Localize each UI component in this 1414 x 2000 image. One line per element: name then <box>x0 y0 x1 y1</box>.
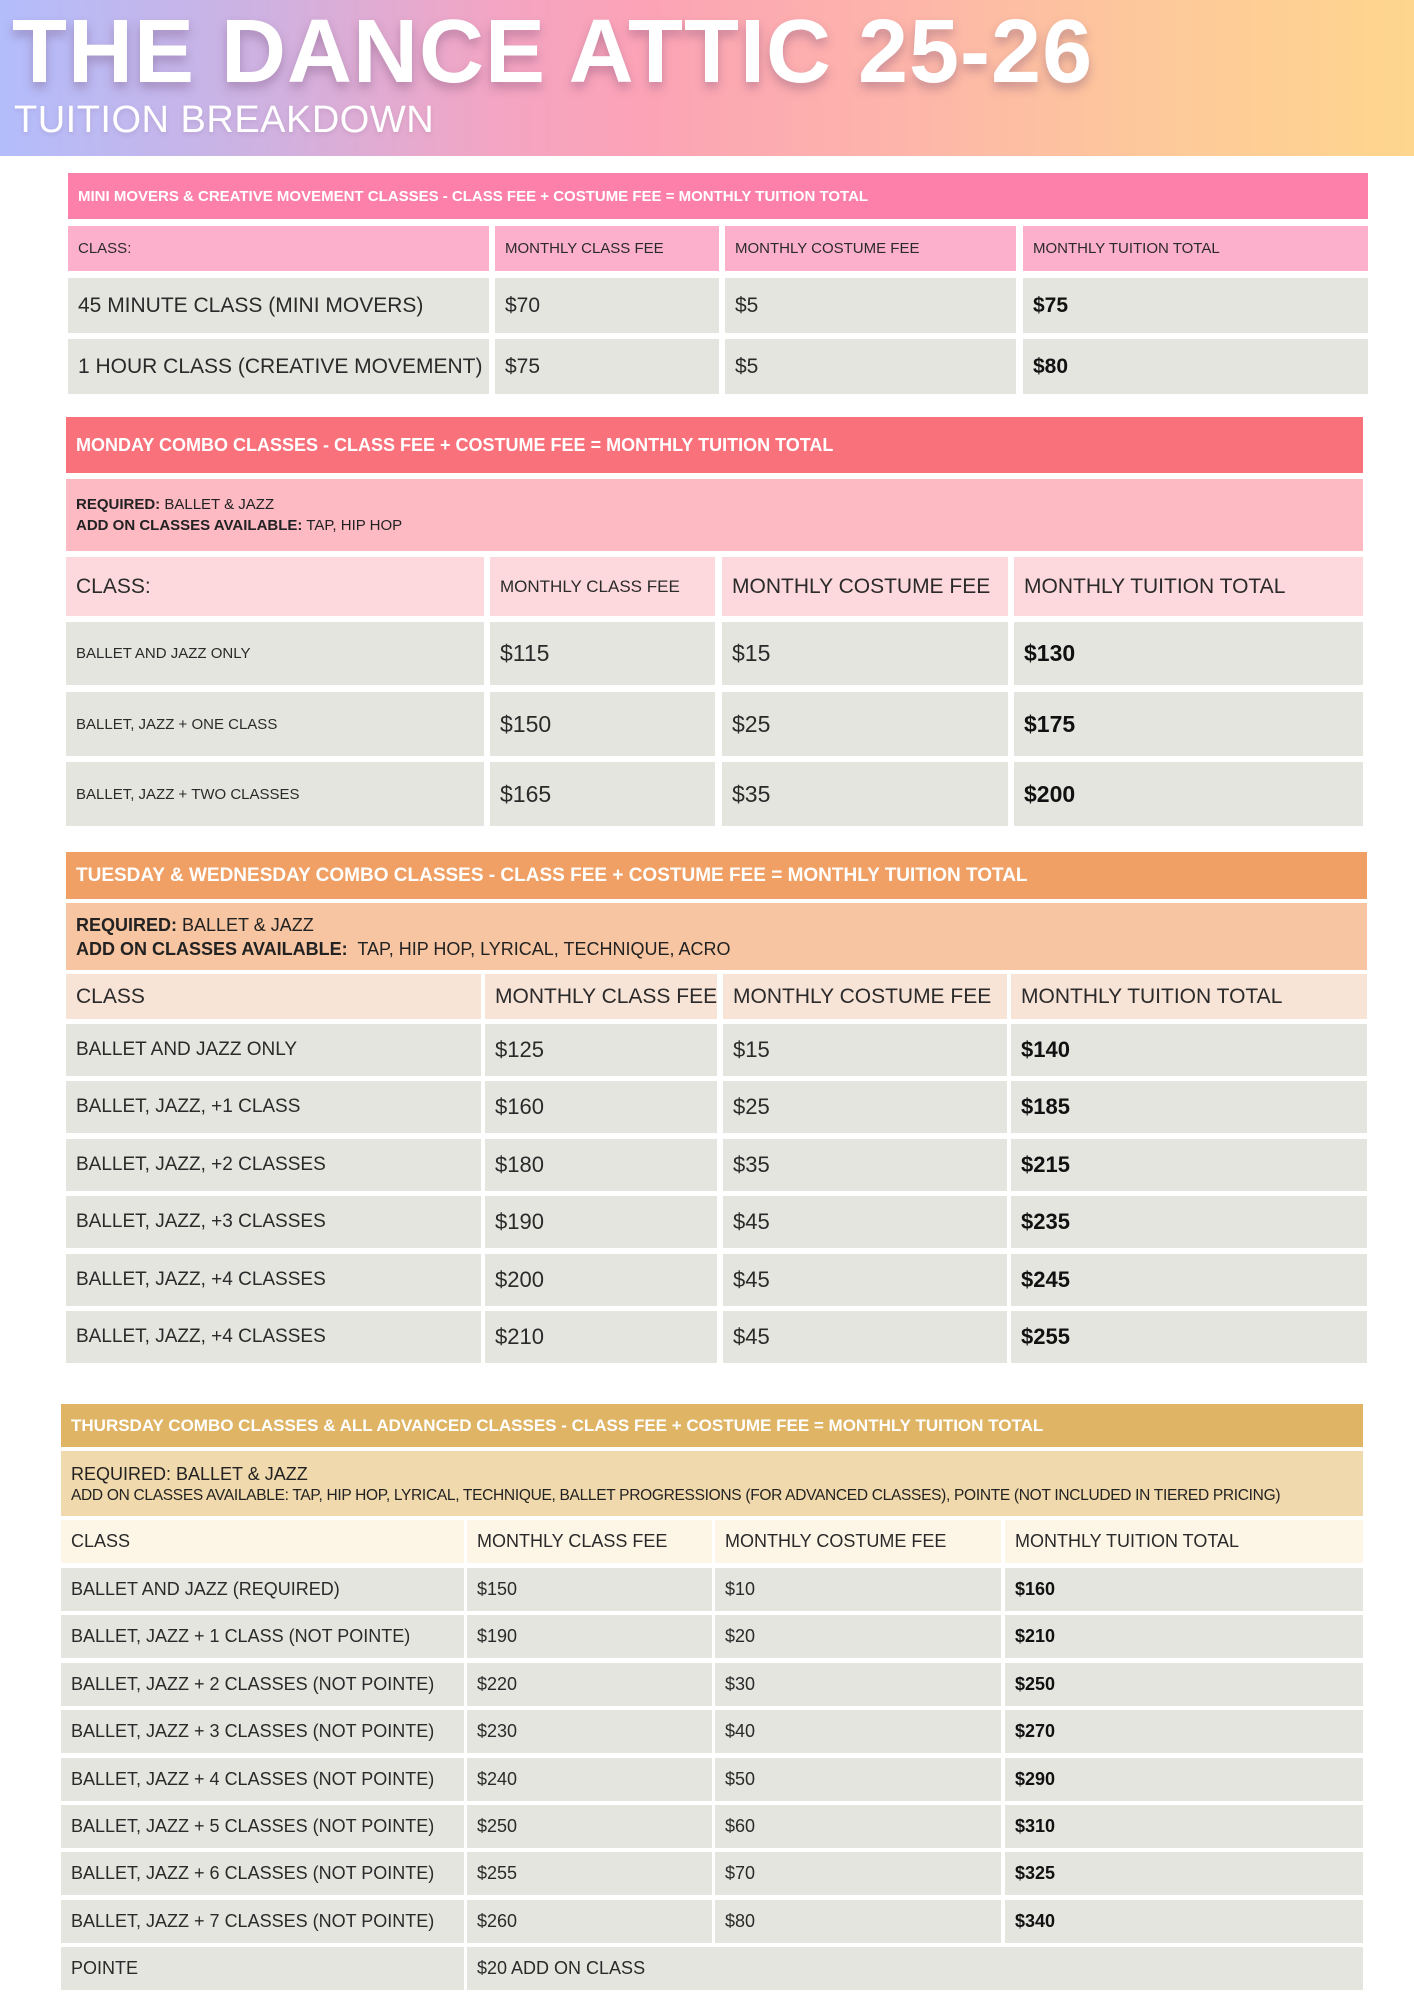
required-label: REQUIRED: <box>76 496 161 513</box>
pointe-fee-cell: $20 ADD ON CLASS <box>467 1947 1363 1990</box>
tuition-total-cell: $290 <box>1005 1758 1363 1801</box>
required-line <box>76 913 314 937</box>
tuition-total-cell: $75 <box>1023 278 1368 333</box>
banner-text: TUESDAY & WEDNESDAY COMBO CLASSES - CLASS FEE + COSTUME FEE = MONTHLY TUITION TOTAL <box>76 864 1028 886</box>
title-banner <box>0 0 1414 156</box>
required-label: REQUIRED: <box>76 914 178 935</box>
column-header: MONTHLY CLASS FEE <box>490 557 715 616</box>
class-fee-cell: $260 <box>467 1900 712 1943</box>
column-header: CLASS <box>66 974 481 1019</box>
column-header: MONTHLY COSTUME FEE <box>722 557 1008 616</box>
column-header: CLASS: <box>68 226 489 271</box>
costume-fee-cell: $40 <box>715 1710 1001 1753</box>
class-name-cell: BALLET, JAZZ + 3 CLASSES (NOT POINTE) <box>61 1710 464 1753</box>
tuition-total-cell: $80 <box>1023 339 1368 394</box>
class-fee-cell: $200 <box>485 1254 717 1306</box>
addon-value: TAP, HIP HOP <box>302 517 403 534</box>
column-header: MONTHLY COSTUME FEE <box>723 974 1007 1019</box>
column-header: MONTHLY CLASS FEE <box>467 1520 712 1563</box>
costume-fee-cell: $45 <box>723 1311 1007 1363</box>
column-header: MONTHLY COSTUME FEE <box>725 226 1016 271</box>
class-name-cell: BALLET, JAZZ, +3 CLASSES <box>66 1196 481 1248</box>
class-fee-cell: $250 <box>467 1805 712 1848</box>
table-banner <box>68 173 1368 219</box>
requirements-box <box>61 1451 1363 1516</box>
tuition-total-cell: $175 <box>1014 692 1363 756</box>
costume-fee-cell: $35 <box>722 762 1008 826</box>
class-name-cell: BALLET, JAZZ + 1 CLASS (NOT POINTE) <box>61 1615 464 1658</box>
banner-text: MONDAY COMBO CLASSES - CLASS FEE + COSTUME FEE = MONTHLY TUITION TOTAL <box>76 434 834 455</box>
class-name-cell: BALLET, JAZZ, +4 CLASSES <box>66 1311 481 1363</box>
costume-fee-cell: $60 <box>715 1805 1001 1848</box>
class-fee-cell: $230 <box>467 1710 712 1753</box>
required-value: BALLET & JAZZ <box>160 496 275 513</box>
addon-line <box>76 937 730 961</box>
addon-label: ADD ON CLASSES AVAILABLE: <box>76 938 348 959</box>
tuition-total-cell: $270 <box>1005 1710 1363 1753</box>
column-header: MONTHLY CLASS FEE <box>495 226 719 271</box>
class-name-cell: BALLET, JAZZ + 5 CLASSES (NOT POINTE) <box>61 1805 464 1848</box>
class-name-cell: BALLET, JAZZ, +4 CLASSES <box>66 1254 481 1306</box>
class-fee-cell: $150 <box>490 692 715 756</box>
class-name-cell: BALLET, JAZZ + 6 CLASSES (NOT POINTE) <box>61 1852 464 1895</box>
addon-line <box>76 515 402 536</box>
required-line: REQUIRED: BALLET & JAZZ <box>71 1463 308 1484</box>
class-fee-cell: $255 <box>467 1852 712 1895</box>
class-fee-cell: $180 <box>485 1139 717 1191</box>
costume-fee-cell: $45 <box>723 1196 1007 1248</box>
class-name-cell: 1 HOUR CLASS (CREATIVE MOVEMENT) <box>68 339 489 394</box>
class-fee-cell: $150 <box>467 1568 712 1611</box>
column-header: MONTHLY CLASS FEE <box>485 974 717 1019</box>
costume-fee-cell: $45 <box>723 1254 1007 1306</box>
table-banner <box>66 852 1367 899</box>
costume-fee-cell: $15 <box>723 1024 1007 1076</box>
costume-fee-cell: $5 <box>725 278 1016 333</box>
class-name-cell: BALLET, JAZZ + ONE CLASS <box>66 692 484 756</box>
tuition-total-cell: $235 <box>1011 1196 1367 1248</box>
class-fee-cell: $125 <box>485 1024 717 1076</box>
class-fee-cell: $75 <box>495 339 719 394</box>
tuition-total-cell: $140 <box>1011 1024 1367 1076</box>
costume-fee-cell: $10 <box>715 1568 1001 1611</box>
costume-fee-cell: $15 <box>722 622 1008 685</box>
class-fee-cell: $190 <box>467 1615 712 1658</box>
class-name-cell: BALLET, JAZZ, +2 CLASSES <box>66 1139 481 1191</box>
column-header: MONTHLY TUITION TOTAL <box>1011 974 1367 1019</box>
tuition-total-cell: $160 <box>1005 1568 1363 1611</box>
class-name-cell: BALLET, JAZZ + 7 CLASSES (NOT POINTE) <box>61 1900 464 1943</box>
column-header: MONTHLY COSTUME FEE <box>715 1520 1001 1563</box>
costume-fee-cell: $35 <box>723 1139 1007 1191</box>
costume-fee-cell: $30 <box>715 1663 1001 1706</box>
column-header: MONTHLY TUITION TOTAL <box>1005 1520 1363 1563</box>
costume-fee-cell: $5 <box>725 339 1016 394</box>
class-fee-cell: $70 <box>495 278 719 333</box>
tuition-total-cell: $215 <box>1011 1139 1367 1191</box>
requirements-box <box>66 479 1363 551</box>
tuition-total-cell: $200 <box>1014 762 1363 826</box>
tuition-total-cell: $255 <box>1011 1311 1367 1363</box>
requirements-box <box>66 903 1367 970</box>
banner-text: MINI MOVERS & CREATIVE MOVEMENT CLASSES - CLASS FEE + COSTUME FEE = MONTHLY TUITION TOTAL <box>78 187 869 205</box>
class-fee-cell: $115 <box>490 622 715 685</box>
tuition-total-cell: $245 <box>1011 1254 1367 1306</box>
table-banner <box>66 417 1363 473</box>
class-fee-cell: $160 <box>485 1081 717 1133</box>
tuition-total-cell: $130 <box>1014 622 1363 685</box>
class-name-cell: BALLET AND JAZZ ONLY <box>66 622 484 685</box>
tuition-total-cell: $310 <box>1005 1805 1363 1848</box>
class-name-cell: BALLET, JAZZ + 2 CLASSES (NOT POINTE) <box>61 1663 464 1706</box>
page-title: THE DANCE ATTIC 25-26 <box>12 2 1094 102</box>
costume-fee-cell: $25 <box>722 692 1008 756</box>
costume-fee-cell: $70 <box>715 1852 1001 1895</box>
class-fee-cell: $190 <box>485 1196 717 1248</box>
addon-value: TAP, HIP HOP, LYRICAL, TECHNIQUE, ACRO <box>347 938 731 959</box>
costume-fee-cell: $50 <box>715 1758 1001 1801</box>
class-name-cell: BALLET, JAZZ, +1 CLASS <box>66 1081 481 1133</box>
column-header: MONTHLY TUITION TOTAL <box>1014 557 1363 616</box>
banner-text: THURSDAY COMBO CLASSES & ALL ADVANCED CLASSES - CLASS FEE + COSTUME FEE = MONTHLY TUITION TOTAL <box>71 1415 1044 1435</box>
costume-fee-cell: $25 <box>723 1081 1007 1133</box>
class-fee-cell: $165 <box>490 762 715 826</box>
class-fee-cell: $210 <box>485 1311 717 1363</box>
column-header: CLASS <box>61 1520 464 1563</box>
table-banner <box>61 1404 1363 1447</box>
class-fee-cell: $220 <box>467 1663 712 1706</box>
class-name-cell: POINTE <box>61 1947 464 1990</box>
class-name-cell: BALLET AND JAZZ ONLY <box>66 1024 481 1076</box>
class-fee-cell: $240 <box>467 1758 712 1801</box>
costume-fee-cell: $20 <box>715 1615 1001 1658</box>
required-value: BALLET & JAZZ <box>177 914 314 935</box>
addon-line: ADD ON CLASSES AVAILABLE: TAP, HIP HOP, LYRICAL, TECHNIQUE, BALLET PROGRESSIONS (FOR ADVANCED CLASSES), POINTE (NOT INCLUDED IN TIERED PRICING) <box>71 1486 1281 1504</box>
required-line <box>76 494 274 515</box>
column-header: MONTHLY TUITION TOTAL <box>1023 226 1368 271</box>
tuition-total-cell: $325 <box>1005 1852 1363 1895</box>
column-header: CLASS: <box>66 557 484 616</box>
class-name-cell: BALLET AND JAZZ (REQUIRED) <box>61 1568 464 1611</box>
tuition-total-cell: $185 <box>1011 1081 1367 1133</box>
tuition-total-cell: $340 <box>1005 1900 1363 1943</box>
tuition-total-cell: $210 <box>1005 1615 1363 1658</box>
addon-label: ADD ON CLASSES AVAILABLE: <box>76 517 303 534</box>
costume-fee-cell: $80 <box>715 1900 1001 1943</box>
class-name-cell: BALLET, JAZZ + TWO CLASSES <box>66 762 484 826</box>
page-subtitle: TUITION BREAKDOWN <box>14 99 435 141</box>
class-name-cell: BALLET, JAZZ + 4 CLASSES (NOT POINTE) <box>61 1758 464 1801</box>
tuition-total-cell: $250 <box>1005 1663 1363 1706</box>
class-name-cell: 45 MINUTE CLASS (MINI MOVERS) <box>68 278 489 333</box>
